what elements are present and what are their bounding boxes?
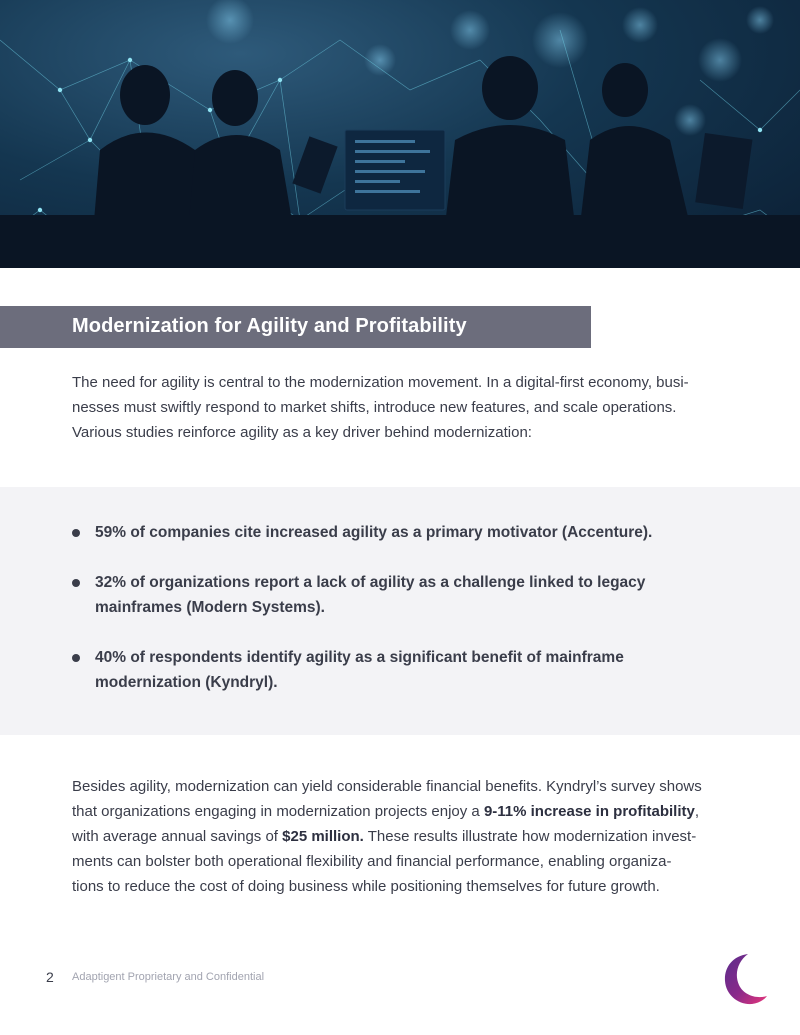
body-line: ,: [694, 803, 700, 820]
intro-line: nesses must swiftly respond to market shifts, introduce new features, and scale operations.: [72, 399, 677, 416]
intro-line: The need for agility is central to the modernization movement. In a digital-first economy, busi-: [72, 374, 689, 391]
profitability-highlight: 9-11% increase in profitability: [483, 803, 695, 820]
body-line: that organizations engaging in modernization projects enjoy a: [72, 803, 484, 820]
stats-list: [72, 520, 712, 720]
adaptigent-crescent-logo-icon: [722, 952, 768, 1006]
hero-image: [0, 0, 800, 268]
stat-text: modernization (Kyndryl).: [95, 674, 278, 691]
savings-highlight: $25 million.: [282, 828, 364, 845]
stat-item: [72, 645, 712, 695]
stat-item: [72, 570, 712, 620]
section-title-bar: [0, 306, 591, 348]
page-number: 2: [46, 969, 54, 985]
body-line: Besides agility, modernization can yield considerable financial benefits. Kyndryl’s survey shows: [72, 778, 702, 795]
body-line: ments can bolster both operational flexibility and financial performance, enabling organiza-: [72, 853, 672, 870]
bullet-icon: [72, 529, 80, 537]
stat-text: 40% of respondents identify agility as a significant benefit of mainframe: [95, 649, 624, 666]
stat-text: mainframes (Modern Systems).: [95, 599, 325, 616]
intro-line: Various studies reinforce agility as a key driver behind modernization:: [72, 424, 532, 441]
body-line: tions to reduce the cost of doing business while positioning themselves for future growth.: [72, 878, 660, 895]
bullet-icon: [72, 579, 80, 587]
body-line: with average annual savings of: [72, 828, 283, 845]
body-paragraph: [72, 774, 732, 899]
section-title: Modernization for Agility and Profitability: [72, 315, 467, 337]
intro-paragraph: [72, 370, 732, 445]
stat-item: [72, 520, 712, 545]
stat-text: 32% of organizations report a lack of agility as a challenge linked to legacy: [95, 574, 646, 591]
bullet-icon: [72, 654, 80, 662]
stat-text: 59% of companies cite increased agility as a primary motivator (Accenture).: [95, 524, 653, 541]
footer-text: Adaptigent Proprietary and Confidential: [72, 971, 265, 983]
hero-illustration: [0, 0, 800, 268]
body-line: These results illustrate how modernization invest-: [363, 828, 697, 845]
